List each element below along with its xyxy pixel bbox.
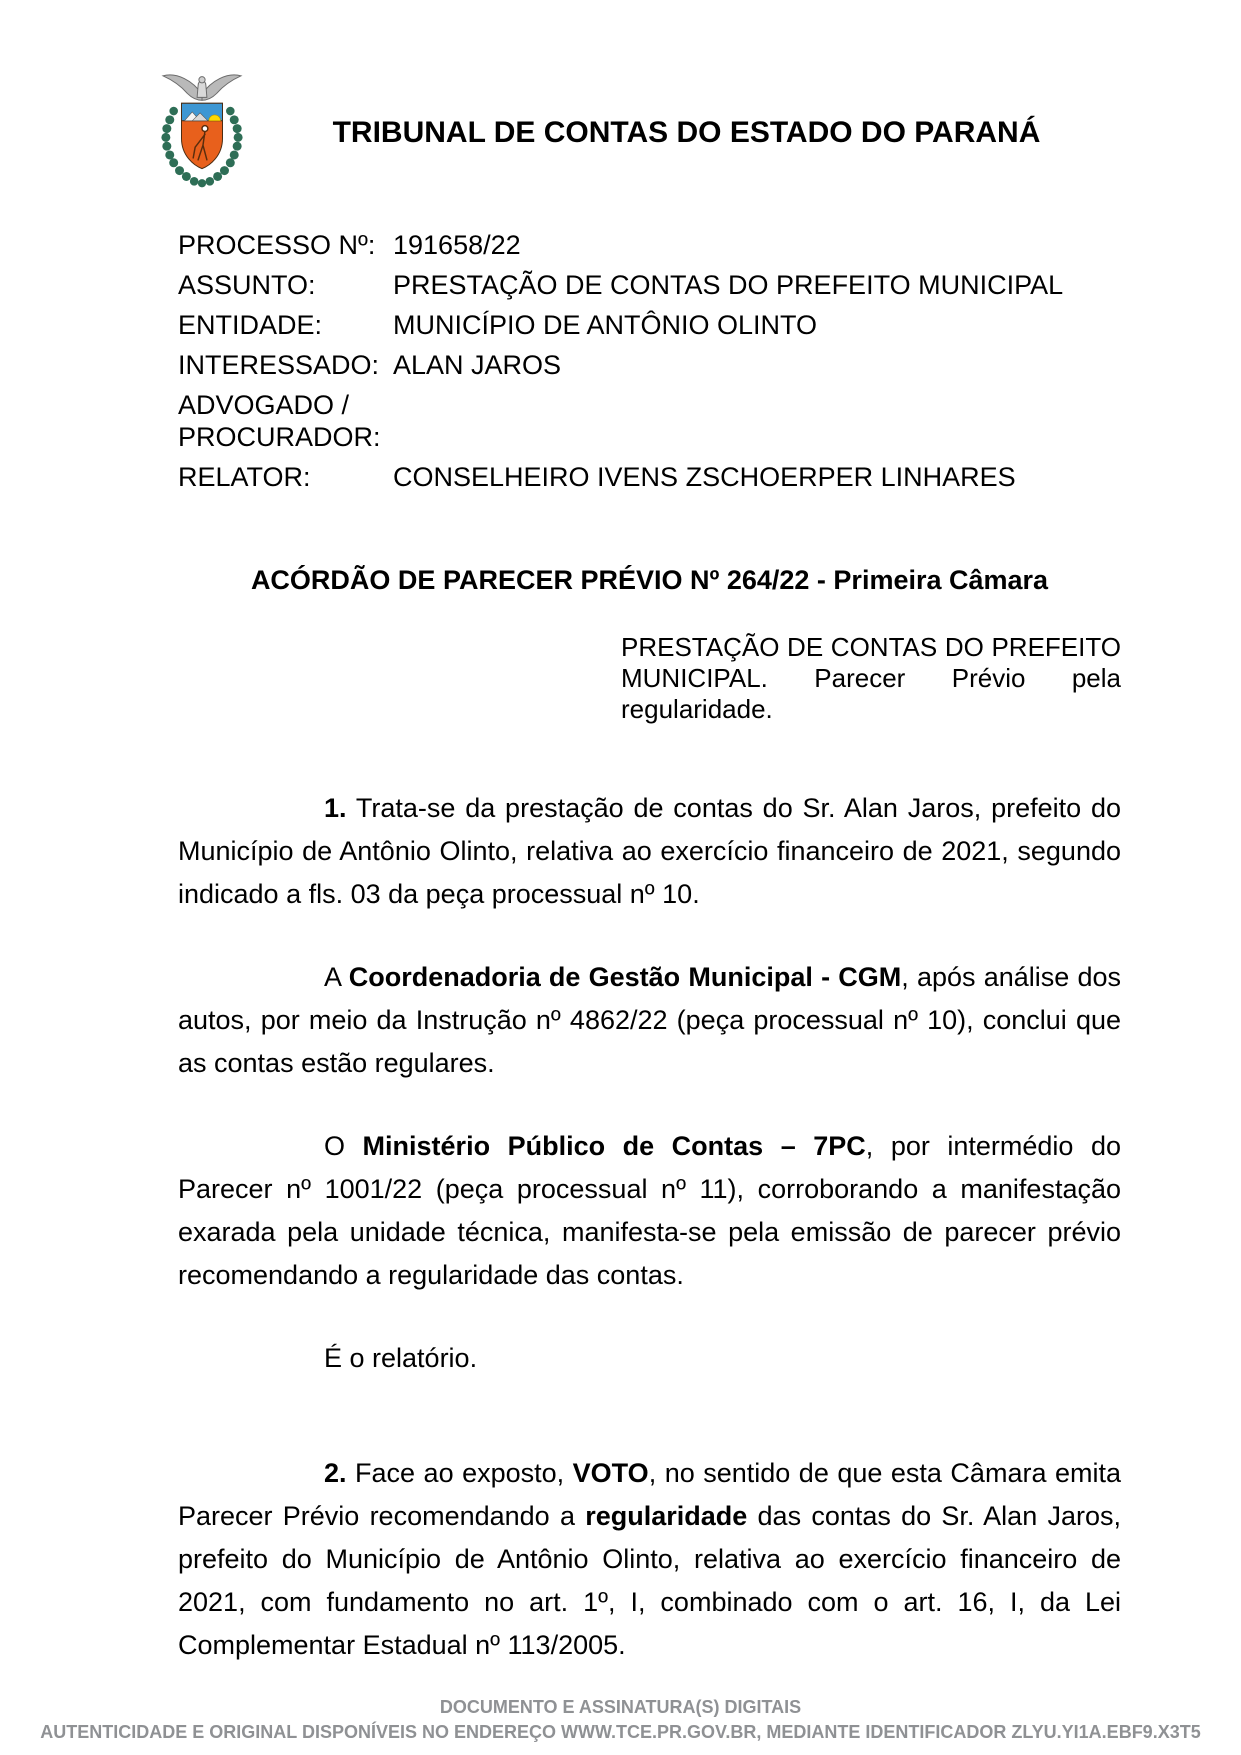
footer-line-1: DOCUMENTO E ASSINATURA(S) DIGITAIS <box>439 1697 802 1717</box>
field-value: CONSELHEIRO IVENS ZSCHOERPER LINHARES <box>393 462 1016 492</box>
digital-signature-footer <box>0 1695 1241 1745</box>
paragraph-voto <box>178 1452 1121 1667</box>
paragraph-voto-text-1: Face ao exposto, <box>346 1458 573 1488</box>
paragraph-2-pre: A <box>324 962 349 992</box>
field-label: INTERESSADO: <box>178 350 380 380</box>
field-value: 191658/22 <box>393 230 521 260</box>
paragraph-voto-text-3: das contas do Sr. Alan Jaros, prefeito do Município de Antônio Olinto, relativa ao exercício financeiro de 2021, com fundamento no art. 1º, I, combinado com o art. 16, I, da Lei Complementar Estadual nº 113/2005. <box>178 1501 1121 1660</box>
paragraph-3-bold: Ministério Público de Contas – 7PC <box>362 1131 866 1161</box>
paragraph-1-text: Trata-se da prestação de contas do Sr. Alan Jaros, prefeito do Município de Antônio Olinto, relativa ao exercício financeiro de 2021, segundo indicado a fls. 03 da peça processual nº 10. <box>178 793 1121 909</box>
paragraph-2-text: , após análise dos autos, por meio da Instrução nº 4862/22 (peça processual nº 10), conclui que as contas estão regulares. <box>178 962 1121 1078</box>
paragraph-1-number: 1. <box>324 793 347 823</box>
paragraph-regularidade-bold: regularidade <box>585 1501 748 1531</box>
field-row-assunto <box>178 269 1121 301</box>
field-row-entidade <box>178 309 1121 341</box>
field-row-relator <box>178 461 1121 493</box>
paragraph-2-bold: Coordenadoria de Gestão Municipal - CGM <box>348 962 902 992</box>
field-row-advogado <box>178 389 1121 453</box>
process-fields <box>178 229 1121 493</box>
paragraph-voto-number: 2. <box>324 1458 347 1488</box>
paragraph-3-text: , por intermédio do Parecer nº 1001/22 (peça processual nº 11), corroborando a manifestação exarada pela unidade técnica, manifesta-se pela emissão de parecer prévio recomendando a regularidade das contas. <box>178 1131 1121 1290</box>
paragraph-voto-text-2: , no sentido de que esta Câmara emita Parecer Prévio recomendando a <box>178 1458 1121 1531</box>
acordao-heading: ACÓRDÃO DE PARECER PRÉVIO Nº 264/22 - Primeira Câmara <box>250 565 1049 595</box>
field-value: ALAN JAROS <box>393 350 562 380</box>
field-label: PROCESSO Nº: <box>178 230 376 260</box>
paragraph-1 <box>178 787 1121 916</box>
paragraph-2 <box>178 956 1121 1085</box>
field-label: RELATOR: <box>178 462 311 492</box>
field-value: MUNICÍPIO DE ANTÔNIO OLINTO <box>393 310 818 340</box>
ementa-summary: PRESTAÇÃO DE CONTAS DO PREFEITO MUNICIPAL. Parecer Prévio pela regularidade. <box>621 632 1121 724</box>
parana-coat-of-arms-icon <box>152 70 252 195</box>
field-label: ENTIDADE: <box>178 310 323 340</box>
footer-line-2: AUTENTICIDADE E ORIGINAL DISPONÍVEIS NO ENDEREÇO WWW.TCE.PR.GOV.BR, MEDIANTE IDENTIFICADOR ZLYU.YI1A.EBF9.X3T5 <box>40 1722 1201 1742</box>
field-value <box>393 389 1121 453</box>
field-row-interessado <box>178 349 1121 381</box>
field-label: ASSUNTO: <box>178 270 316 300</box>
paragraph-voto-bold: VOTO <box>572 1458 649 1488</box>
field-label: ADVOGADO / PROCURADOR: <box>178 390 381 452</box>
page-title: TRIBUNAL DE CONTAS DO ESTADO DO PARANÁ <box>332 115 1041 149</box>
paragraph-3 <box>178 1125 1121 1297</box>
paragraph-3-pre: O <box>324 1131 363 1161</box>
document-body <box>178 787 1121 1667</box>
paragraph-relatorio-close: É o relatório. <box>324 1343 478 1373</box>
field-row-processo <box>178 229 1121 261</box>
document-header <box>0 0 1241 195</box>
field-value: PRESTAÇÃO DE CONTAS DO PREFEITO MUNICIPAL <box>393 270 1064 300</box>
